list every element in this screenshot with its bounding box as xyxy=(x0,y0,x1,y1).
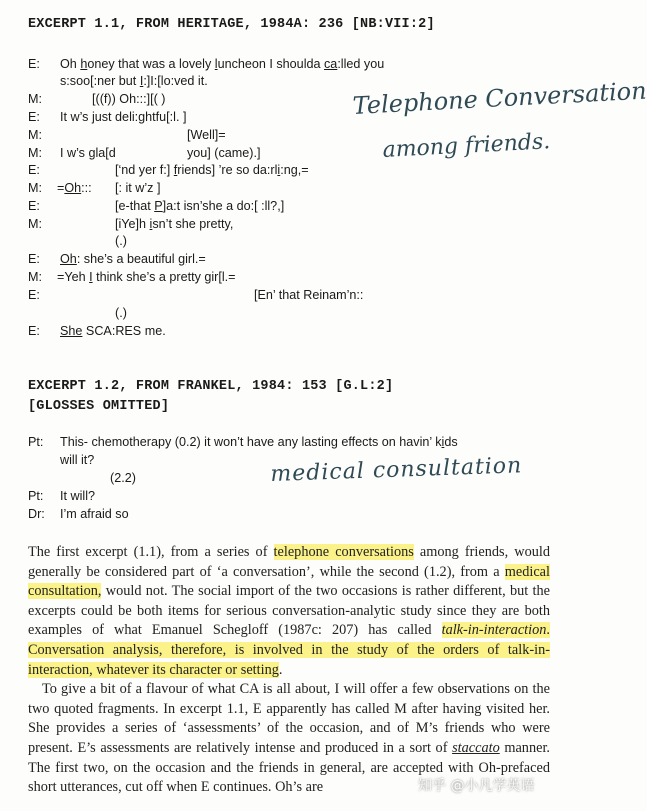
transcript-line xyxy=(60,251,206,268)
speaker-label: M: xyxy=(28,181,42,195)
text-run: [En’ that Reinam’n:: xyxy=(254,288,364,302)
text-run: [Well]= xyxy=(187,128,226,142)
text-run: It w’s just deli:ghtfu[:l. ] xyxy=(60,110,187,124)
text-run: P xyxy=(154,199,163,213)
transcript-line xyxy=(92,91,165,108)
text-run: talk-in-interaction xyxy=(441,622,547,639)
text-run: riends] ’re so da:rl xyxy=(177,163,278,177)
transcript-line xyxy=(115,216,233,233)
text-run: manner. The first two, on the occasion and the friends in general, are accepted with Oh-prefaced short utterances, cut off when E continues. Oh’s are xyxy=(28,739,550,796)
transcript-line: you] (came).] xyxy=(187,146,261,160)
text-run: i xyxy=(149,217,153,231)
transcript-line xyxy=(115,305,127,322)
text-run: I’m afraid so xyxy=(60,507,129,521)
transcript-line xyxy=(60,323,166,340)
transcript-line xyxy=(57,180,92,197)
handwritten-note: medical consultation xyxy=(270,453,523,487)
text-run: medical consultation, xyxy=(28,563,550,600)
speaker-label: E: xyxy=(28,57,40,71)
text-run: ds xyxy=(444,435,458,449)
text-run: = xyxy=(57,181,65,195)
speaker-label: M: xyxy=(28,92,42,106)
speaker-label: Pt: xyxy=(28,489,44,503)
text-run: [((f)) Oh:::][( ) xyxy=(92,92,166,106)
text-run: sn’t she pretty, xyxy=(152,217,234,231)
text-run: (.) xyxy=(115,306,127,320)
body-text xyxy=(28,543,550,798)
transcript-line xyxy=(115,162,309,179)
text-run: This- chemotherapy (0.2) it won’t have any lasting effects on havin’ k xyxy=(60,435,442,449)
speaker-label: M: xyxy=(28,217,42,231)
excerpt-1-2-heading: EXCERPT 1.2, FROM FRANKEL, 1984: 153 [G.L:2] xyxy=(28,379,394,394)
text-run: I w’s gla[d xyxy=(60,146,116,160)
text-run: =Yeh xyxy=(57,270,90,284)
paragraph xyxy=(28,543,550,680)
speaker-label: M: xyxy=(28,128,42,142)
text-run: s:soo[:ner but xyxy=(60,74,140,88)
text-run: staccato xyxy=(452,739,500,756)
text-run: :]I:[lo:ved it. xyxy=(143,74,208,88)
text-run: . xyxy=(278,661,283,678)
speaker-label: E: xyxy=(28,288,40,302)
text-run: :ng,= xyxy=(280,163,309,177)
transcript-line xyxy=(60,109,186,126)
transcript-line xyxy=(115,198,284,215)
text-run: [e-that xyxy=(115,199,155,213)
transcript-line xyxy=(115,233,127,250)
text-run: think she’s a pretty gir[l.= xyxy=(92,270,236,284)
transcript-line xyxy=(187,127,226,144)
text-run: [iYe]h xyxy=(115,217,150,231)
text-run: i xyxy=(441,435,445,449)
text-run: ca xyxy=(324,57,338,71)
text-run: (2.2) xyxy=(110,471,136,485)
handwritten-note: Telephone Conversation xyxy=(352,76,647,120)
transcript-line xyxy=(60,452,94,469)
text-run: would not. The social import of the two occasions is rather different, but the excerpts could be both items for serious conversation-analytic study since they are both examples of what Emanuel Schegloff (1987c: 207) has called xyxy=(28,583,550,639)
speaker-label: E: xyxy=(28,252,40,266)
text-run: l xyxy=(214,57,218,71)
speaker-label: M: xyxy=(28,270,42,284)
transcript-line xyxy=(254,287,363,304)
text-run: It will? xyxy=(60,489,95,503)
text-run: i xyxy=(277,163,281,177)
text-run: h xyxy=(80,57,88,71)
text-run: She xyxy=(60,324,83,338)
text-run: Oh xyxy=(60,252,77,266)
text-run: oney that was a lovely xyxy=(87,57,215,71)
excerpt-1-1-heading: EXCERPT 1.1, FROM HERITAGE, 1984A: 236 [NB:VII:2] xyxy=(28,17,435,32)
text-run: (.) xyxy=(115,234,127,248)
speaker-label: E: xyxy=(28,324,40,338)
text-run: [‘nd yer f:] xyxy=(115,163,174,177)
text-run: I xyxy=(139,74,144,88)
text-run: irl.= xyxy=(185,252,206,266)
text-run: : she’s a beautiful xyxy=(76,252,179,266)
text-run: The first excerpt (1.1), from a series of xyxy=(28,544,274,560)
transcript-line xyxy=(57,269,236,286)
text-run: among friends, would generally be considered part of ‘a conversation’, while the second (1.2), from a xyxy=(28,544,551,580)
transcript-line xyxy=(60,488,95,505)
speaker-label: Dr: xyxy=(28,507,45,521)
text-run: Oh xyxy=(60,57,81,71)
speaker-label: Pt: xyxy=(28,435,44,449)
text-run: :lled you xyxy=(337,57,385,71)
transcript-line xyxy=(60,506,129,523)
transcript-line: [: it w’z ] xyxy=(115,181,161,195)
transcript-line xyxy=(60,434,458,451)
excerpt-1-2-subheading: [GLOSSES OMITTED] xyxy=(28,399,170,414)
text-run: . Conversation analysis, therefore, is involved in the study of the orders of talk-in-interaction, whatever its character or setting xyxy=(28,622,550,678)
text-run: telephone conversations xyxy=(273,544,414,560)
speaker-label: E: xyxy=(28,199,40,213)
transcript-line xyxy=(60,145,116,162)
text-run: To give a bit of a flavour of what CA is all about, I will offer a few observations on the two quoted fragments. In excerpt 1.1, E apparently has called M after having visited her. She provides a series of ‘assessments’ of the occasion, and of M’s friends who were present. E’s assessments are relatively intense and produced in a sort of xyxy=(28,681,550,756)
speaker-label: E: xyxy=(28,110,40,124)
speaker-label: M: xyxy=(28,146,42,160)
transcript-line xyxy=(60,56,384,73)
speaker-label: E: xyxy=(28,163,40,177)
handwritten-note: among friends. xyxy=(382,129,551,163)
text-run: ::: xyxy=(81,181,92,195)
watermark: 知乎 @小凡学英语 xyxy=(418,778,535,794)
text-run: SCA:RES me. xyxy=(82,324,166,338)
transcript-line xyxy=(60,73,208,90)
text-run: uncheon I shoulda xyxy=(217,57,324,71)
text-run: I xyxy=(89,270,93,284)
text-run: will it? xyxy=(60,453,95,467)
text-run: g xyxy=(178,252,186,266)
transcript-line xyxy=(110,470,136,487)
text-run: ]a:t isn’she a do:[ :ll?,] xyxy=(162,199,285,213)
text-run: Oh xyxy=(64,181,82,195)
text-run: f xyxy=(173,163,178,177)
